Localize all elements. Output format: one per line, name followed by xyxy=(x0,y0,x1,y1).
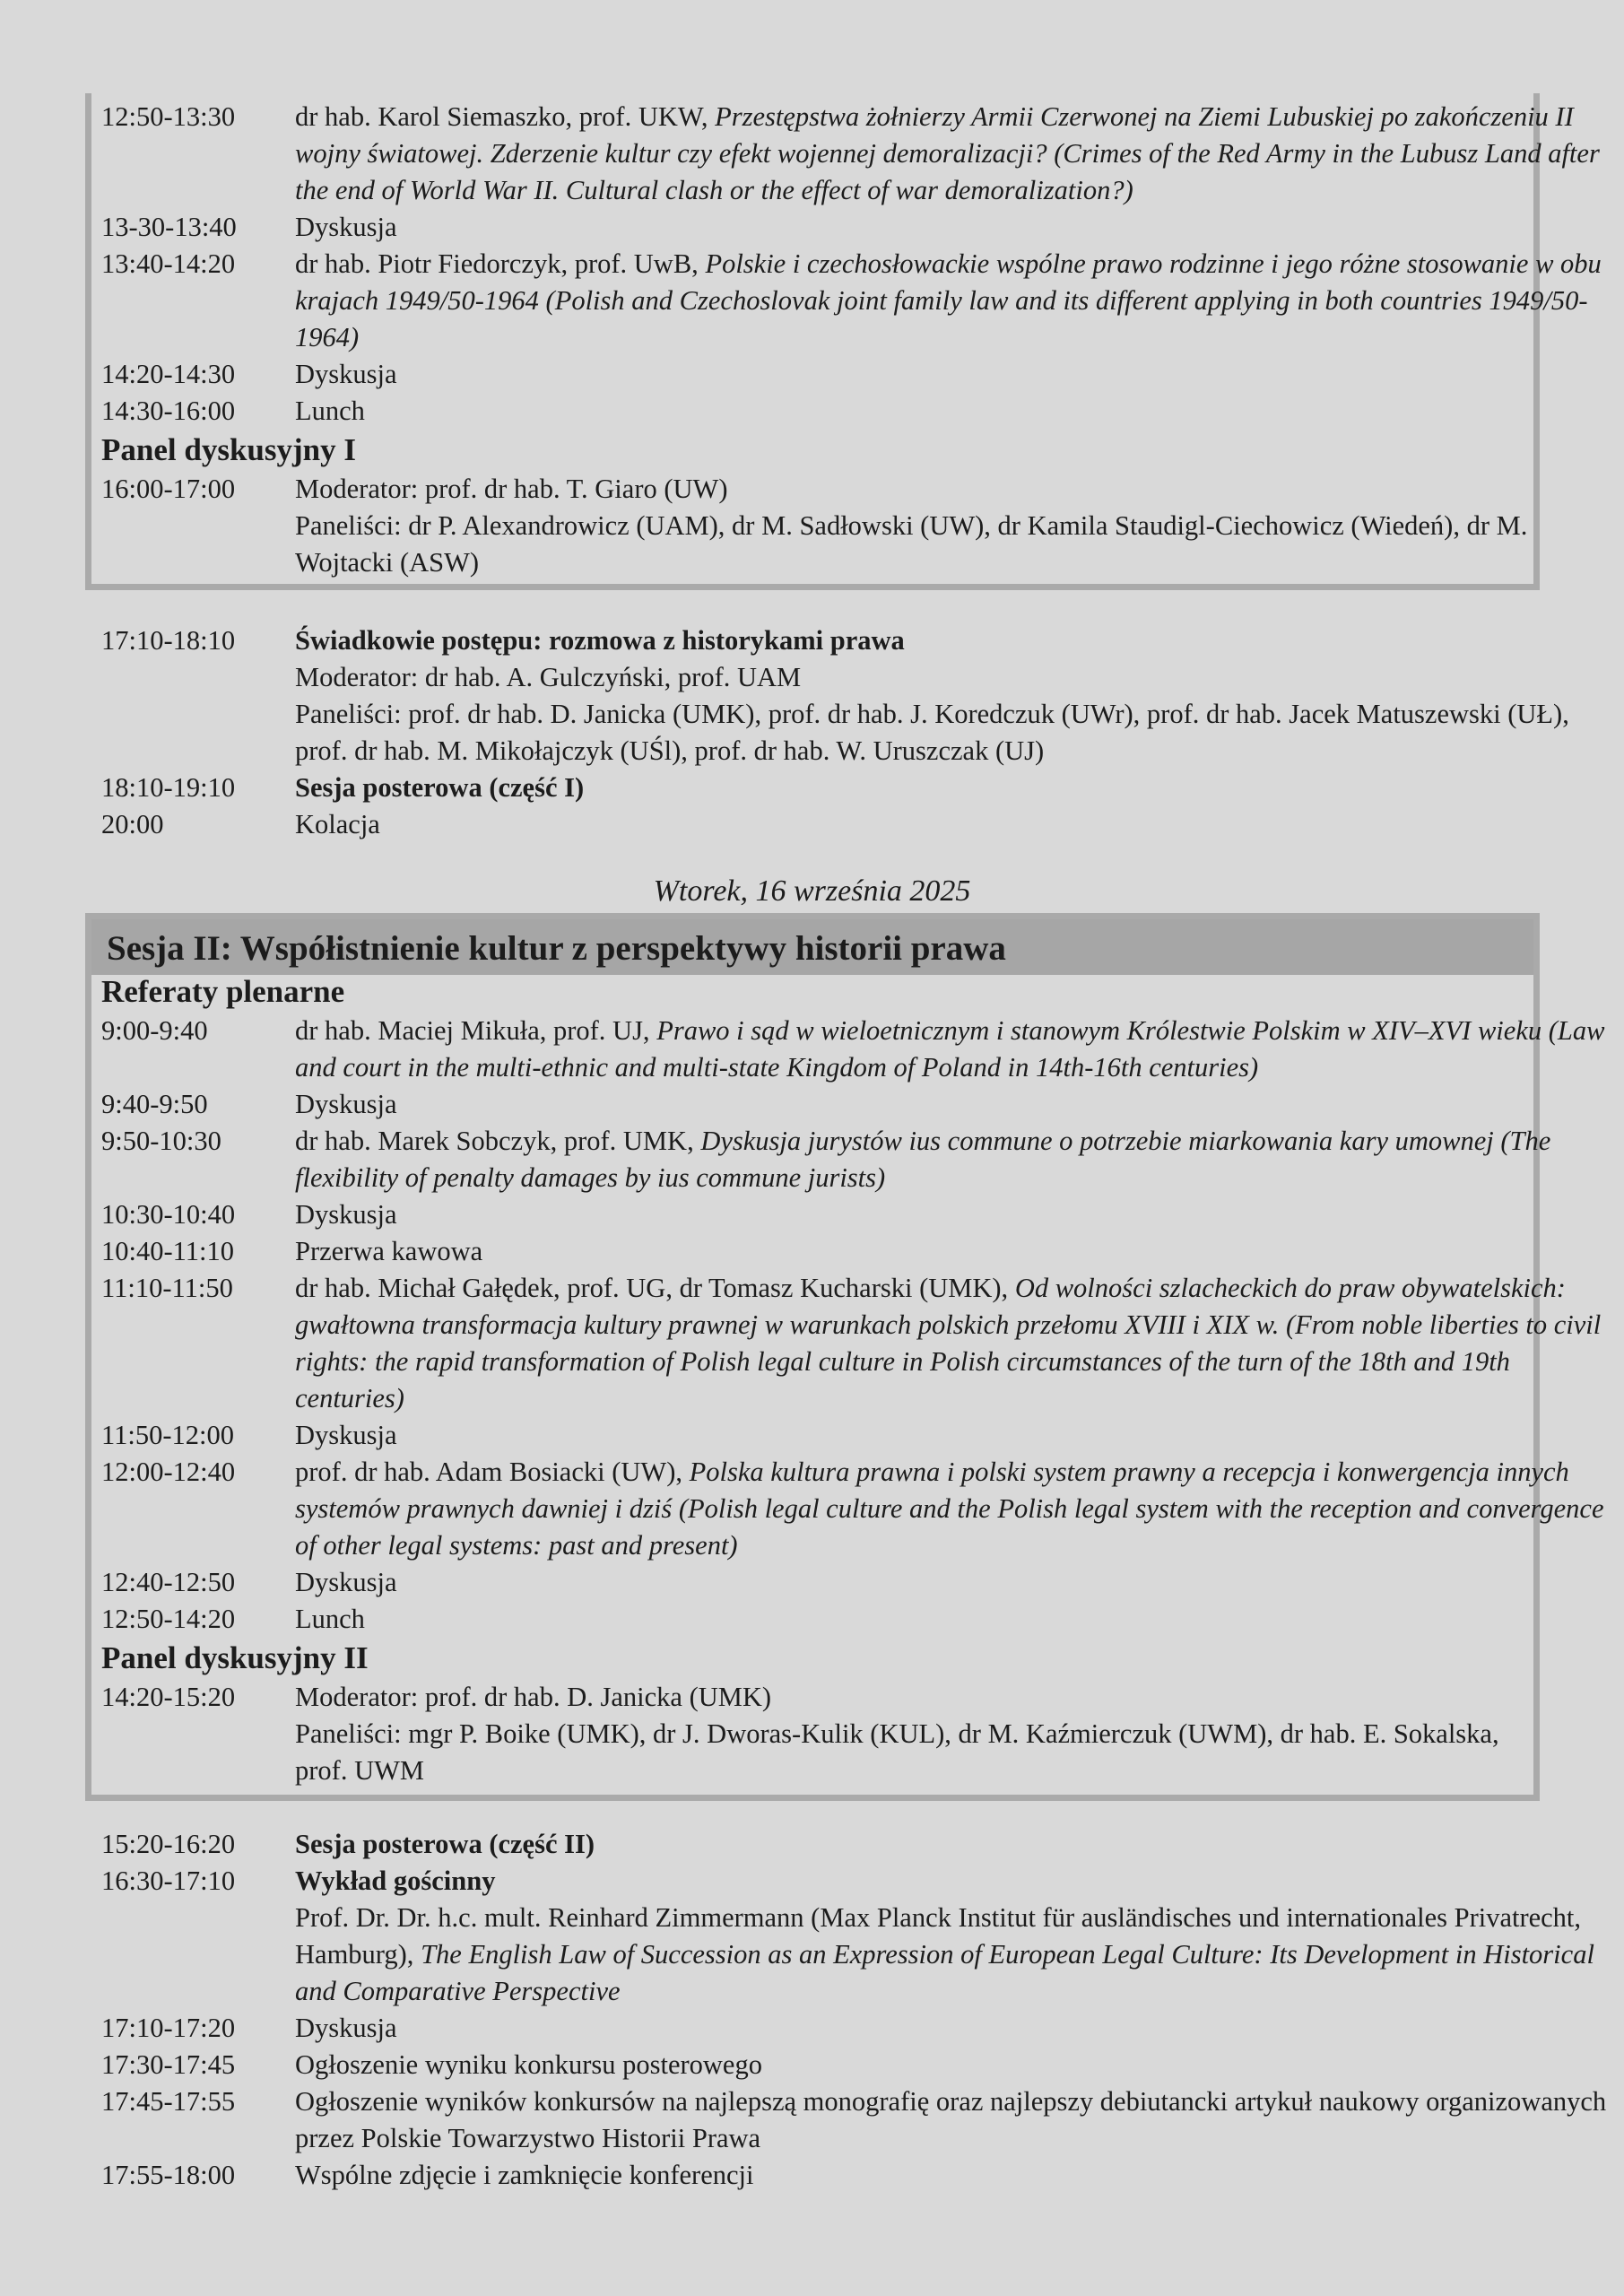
entry-text: Dyskusja xyxy=(295,1420,397,1450)
time-slot: 18:10-19:10 xyxy=(101,772,236,803)
plenary-heading: Referaty plenarne xyxy=(101,974,345,1009)
talk-author: prof. dr hab. Adam Bosiacki (UW), xyxy=(295,1457,690,1487)
time-slot: 20:00 xyxy=(101,809,164,839)
talk-entry xyxy=(295,1270,1622,1417)
entry-heading: Świadkowie postępu: rozmowa z historykami prawa xyxy=(295,625,905,656)
panel-heading: Panel dyskusyjny II xyxy=(101,1640,369,1675)
entry-text: Sesja posterowa (część II) xyxy=(295,1829,595,1859)
time-slot: 14:20-14:30 xyxy=(101,359,236,389)
talk-entry xyxy=(295,1123,1622,1196)
time-slot: 10:40-11:10 xyxy=(101,1236,234,1266)
entry-text: Wspólne zdjęcie i zamknięcie konferencji xyxy=(295,2160,754,2190)
talk-title: Polska kultura prawna i polski system prawny a recepcja i konwergencja innych systemów prawnych dawniej i dziś (Polish legal culture and the Polish legal system with the reception and convergence of other legal systems: past and present) xyxy=(295,1457,1604,1561)
session-two-title-band xyxy=(91,919,1533,975)
panel-entry xyxy=(295,1679,1622,1789)
time-slot: 13:40-14:20 xyxy=(101,248,236,279)
entry-text: Lunch xyxy=(295,396,365,426)
talk-author: dr hab. Maciej Mikuła, prof. UJ, xyxy=(295,1015,657,1046)
time-slot: 16:30-17:10 xyxy=(101,1866,236,1896)
talk-author: dr hab. Piotr Fiedorczyk, prof. UwB, xyxy=(295,248,706,279)
entry-text: Dyskusja xyxy=(295,212,397,242)
time-slot: 12:00-12:40 xyxy=(101,1457,236,1487)
entry-text: Ogłoszenie wyników konkursów na najlepszą monografię oraz najlepszy debiutancki artykuł naukowy organizowanych przez Polskie Towarzystwo Historii Prawa xyxy=(295,2086,1607,2153)
entry-text: Dyskusja xyxy=(295,1089,397,1119)
panelists-line: Paneliści: dr P. Alexandrowicz (UAM), dr M. Sadłowski (UW), dr Kamila Staudigl-Ciechowicz (Wiedeń), dr M. Wojtacki (ASW) xyxy=(295,510,1528,578)
talk-author: dr hab. Karol Siemaszko, prof. UKW, xyxy=(295,101,716,132)
time-slot: 12:50-13:30 xyxy=(101,101,236,132)
panel-heading: Panel dyskusyjny I xyxy=(101,432,356,467)
time-slot: 15:20-16:20 xyxy=(101,1829,236,1859)
entry-text: Dyskusja xyxy=(295,2013,397,2043)
entry-text: Dyskusja xyxy=(295,359,397,389)
time-slot: 17:10-18:10 xyxy=(101,625,236,656)
time-slot: 14:20-15:20 xyxy=(101,1682,236,1712)
talk-title: Od wolności szlacheckich do praw obywatelskich: gwałtowna transformacja kultury prawnej w warunkach polskich przełomu XVIII i XIX w. (From noble liberties to civil rights: the rapid transformation of Polish legal culture in Polish circumstances of the turn of the 18th and 19th centuries) xyxy=(295,1273,1602,1413)
day-date: Wtorek, 16 września 2025 xyxy=(653,874,971,908)
panelists-line: Paneliści: mgr P. Boike (UMK), dr J. Dworas-Kulik (KUL), dr M. Kaźmierczuk (UWM), dr hab. E. Sokalska, prof. UWM xyxy=(295,1718,1499,1786)
entry-text: Przerwa kawowa xyxy=(295,1236,483,1266)
talk-title: Polskie i czechosłowackie wspólne prawo rodzinne i jego różne stosowanie w obu krajach 1949/50-1964 (Polish and Czechoslovak joint family law and its different applying in both countries 1949/50-1964) xyxy=(295,248,1602,352)
entry-text: Dyskusja xyxy=(295,1199,397,1230)
panelists-line: Paneliści: prof. dr hab. D. Janicka (UMK), prof. dr hab. J. Koredczuk (UWr), prof. dr hab. Jacek Matuszewski (UŁ), prof. dr hab. M. Mikołajczyk (UŚl), prof. dr hab. W. Uruszczak (UJ) xyxy=(295,699,1569,766)
talk-author: dr hab. Marek Sobczyk, prof. UMK, xyxy=(295,1126,701,1156)
panel-entry xyxy=(295,471,1622,581)
time-slot: 14:30-16:00 xyxy=(101,396,236,426)
entry-text: Ogłoszenie wyniku konkursu posterowego xyxy=(295,2049,762,2080)
time-slot: 9:40-9:50 xyxy=(101,1089,208,1119)
talk-entry xyxy=(295,99,1622,209)
talk-title: Dyskusja jurystów ius commune o potrzebie miarkowania kary umownej (The flexibility of penalty damages by ius commune jurists) xyxy=(295,1126,1551,1193)
panel-entry xyxy=(295,622,1622,770)
talk-author: dr hab. Michał Gałędek, prof. UG, dr Tomasz Kucharski (UMK), xyxy=(295,1273,1015,1303)
guest-lecture-entry xyxy=(295,1863,1622,2010)
time-slot: 9:50-10:30 xyxy=(101,1126,221,1156)
talk-entry xyxy=(295,246,1622,356)
lecture-details xyxy=(295,1900,1622,2010)
time-slot: 11:50-12:00 xyxy=(101,1420,234,1450)
entry-text: Kolacja xyxy=(295,809,380,839)
talk-author: Prof. Dr. Dr. h.c. mult. Reinhard Zimmermann (Max Planck Institut für ausländisches und internationales Privatrecht, Hamburg), xyxy=(295,1902,1582,1970)
time-slot: 17:55-18:00 xyxy=(101,2160,236,2190)
moderator-line: Moderator: prof. dr hab. T. Giaro (UW) xyxy=(295,474,728,504)
entry-text: Dyskusja xyxy=(295,1567,397,1597)
time-slot: 13-30-13:40 xyxy=(101,212,237,242)
time-slot: 17:10-17:20 xyxy=(101,2013,236,2043)
entry-heading: Wykład gościnny xyxy=(295,1866,496,1896)
entry-text: Sesja posterowa (część I) xyxy=(295,772,585,803)
time-slot: 12:50-14:20 xyxy=(101,1604,236,1634)
time-slot: 10:30-10:40 xyxy=(101,1199,236,1230)
talk-entry xyxy=(295,1013,1622,1086)
time-slot: 17:30-17:45 xyxy=(101,2049,236,2080)
entry-text: Lunch xyxy=(295,1604,365,1634)
moderator-line: Moderator: dr hab. A. Gulczyński, prof. UAM xyxy=(295,662,802,692)
time-slot: 16:00-17:00 xyxy=(101,474,236,504)
moderator-line: Moderator: prof. dr hab. D. Janicka (UMK) xyxy=(295,1682,772,1712)
time-slot: 11:10-11:50 xyxy=(101,1273,233,1303)
talk-title: The English Law of Succession as an Expression of European Legal Culture: Its Development in Historical and Comparative Perspective xyxy=(295,1939,1594,2006)
time-slot: 9:00-9:40 xyxy=(101,1015,208,1046)
talk-title: Prawo i sąd w wieloetnicznym i stanowym Królestwie Polskim w XIV–XVI wieku (Law and court in the multi-ethnic and multi-state Kingdom of Poland in 14th-16th centuries) xyxy=(295,1015,1605,1083)
time-slot: 12:40-12:50 xyxy=(101,1567,236,1597)
talk-title: Przestępstwa żołnierzy Armii Czerwonej na Ziemi Lubuskiej po zakończeniu II wojny światowej. Zderzenie kultur czy efekt wojennej demoralizacji? (Crimes of the Red Army in the Lubusz Land after the end of World War II. Cultural clash or the effect of war demoralization?) xyxy=(295,101,1600,205)
session-two-title: Sesja II: Współistnienie kultur z perspektywy historii prawa xyxy=(107,929,1006,968)
time-slot: 17:45-17:55 xyxy=(101,2086,236,2117)
talk-entry xyxy=(295,1454,1622,1564)
